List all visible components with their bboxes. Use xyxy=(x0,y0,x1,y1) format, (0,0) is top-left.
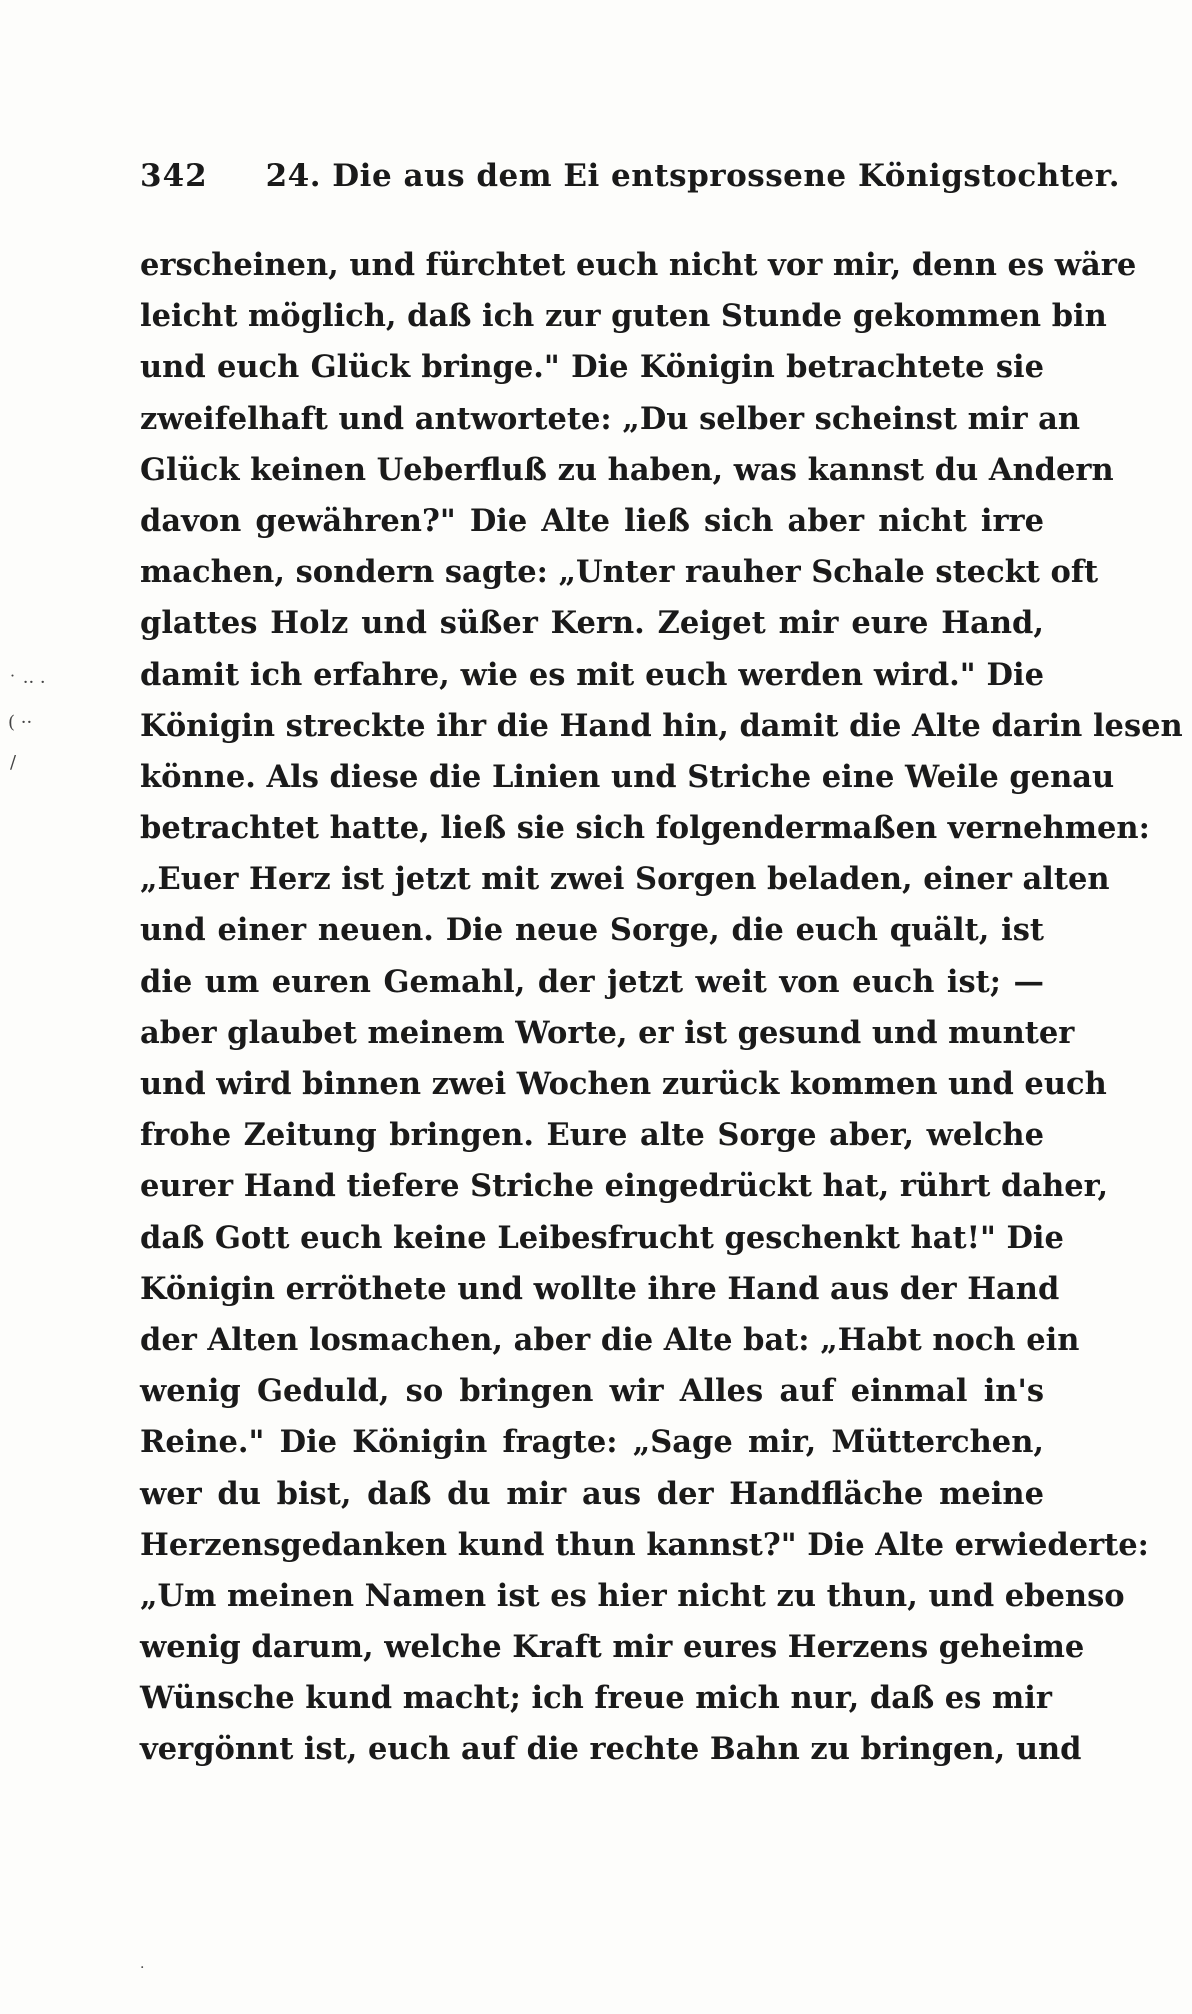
text-line: zweifelhaft und antwortete: „Du selber scheinst mir an xyxy=(140,400,1081,437)
text-line: wenig darum, welche Kraft mir eures Herzens geheime xyxy=(140,1629,1085,1666)
text-line: könne. Als diese die Linien und Striche eine Weile genau xyxy=(140,758,1115,795)
text-line: frohe Zeitung bringen. Eure alte Sorge aber, welche xyxy=(140,1117,1044,1154)
text-line: Herzensgedanken kund thun kannst?" Die Alte erwiederte: xyxy=(140,1526,1149,1563)
body-text xyxy=(140,240,1183,1776)
margin-scan-mark: · xyxy=(140,1960,145,1976)
text-line: betrachtet hatte, ließ sie sich folgendermaßen vernehmen: xyxy=(140,810,1150,847)
text-line: und einer neuen. Die neue Sorge, die euch quält, ist xyxy=(140,912,1044,949)
text-line: wenig Geduld, so bringen wir Alles auf einmal in's xyxy=(140,1373,1044,1410)
text-line: Glück keinen Ueberfluß zu haben, was kannst du Andern xyxy=(140,451,1114,488)
text-line: der Alten losmachen, aber die Alte bat: „Habt noch ein xyxy=(140,1321,1080,1358)
text-line: daß Gott euch keine Leibesfrucht geschenkt hat!" Die xyxy=(140,1219,1064,1256)
margin-scan-mark: / xyxy=(10,752,17,773)
text-line: machen, sondern sagte: „Unter rauher Schale steckt oft xyxy=(140,554,1099,591)
margin-scan-mark: ( ·· xyxy=(8,712,33,733)
text-line: „Um meinen Namen ist es hier nicht zu thun, und ebenso xyxy=(140,1577,1125,1614)
text-line: damit ich erfahre, wie es mit euch werden wird." Die xyxy=(140,656,1044,693)
text-line: und euch Glück bringe." Die Königin betrachtete sie xyxy=(140,349,1044,386)
text-line: Königin erröthete und wollte ihre Hand aus der Hand xyxy=(140,1270,1060,1307)
text-line: Wünsche kund macht; ich freue mich nur, daß es mir xyxy=(140,1680,1052,1717)
text-line: und wird binnen zwei Wochen zurück kommen und euch xyxy=(140,1066,1107,1102)
text-line: davon gewähren?" Die Alte ließ sich aber nicht irre xyxy=(140,502,1044,539)
running-title: 24. Die aus dem Ei entsprossene Königstochter. xyxy=(265,158,1121,194)
text-line: die um euren Gemahl, der jetzt weit von euch ist; — xyxy=(140,963,1044,1000)
text-line: wer du bist, daß du mir aus der Handfläche meine xyxy=(140,1475,1044,1512)
text-line: erscheinen, und fürchtet euch nicht vor mir, denn es wäre xyxy=(140,247,1137,283)
text-line: „Euer Herz ist jetzt mit zwei Sorgen beladen, einer alten xyxy=(140,861,1110,898)
text-line: Reine." Die Königin fragte: „Sage mir, Mütterchen, xyxy=(140,1424,1044,1461)
page-header xyxy=(140,152,1121,200)
text-line: leicht möglich, daß ich zur guten Stunde gekommen bin xyxy=(140,298,1107,335)
margin-scan-mark: ˙ ·· · xyxy=(8,672,46,693)
text-line: Königin streckte ihr die Hand hin, damit die Alte darin lesen xyxy=(140,707,1183,744)
text-line: glattes Holz und süßer Kern. Zeiget mir eure Hand, xyxy=(140,605,1044,642)
text-line: aber glaubet meinem Worte, er ist gesund und munter xyxy=(140,1014,1075,1051)
text-line: eurer Hand tiefere Striche eingedrückt hat, rührt daher, xyxy=(140,1168,1109,1205)
text-line: vergönnt ist, euch auf die rechte Bahn zu bringen, und xyxy=(140,1731,1082,1768)
page-number: 342 xyxy=(140,158,208,194)
